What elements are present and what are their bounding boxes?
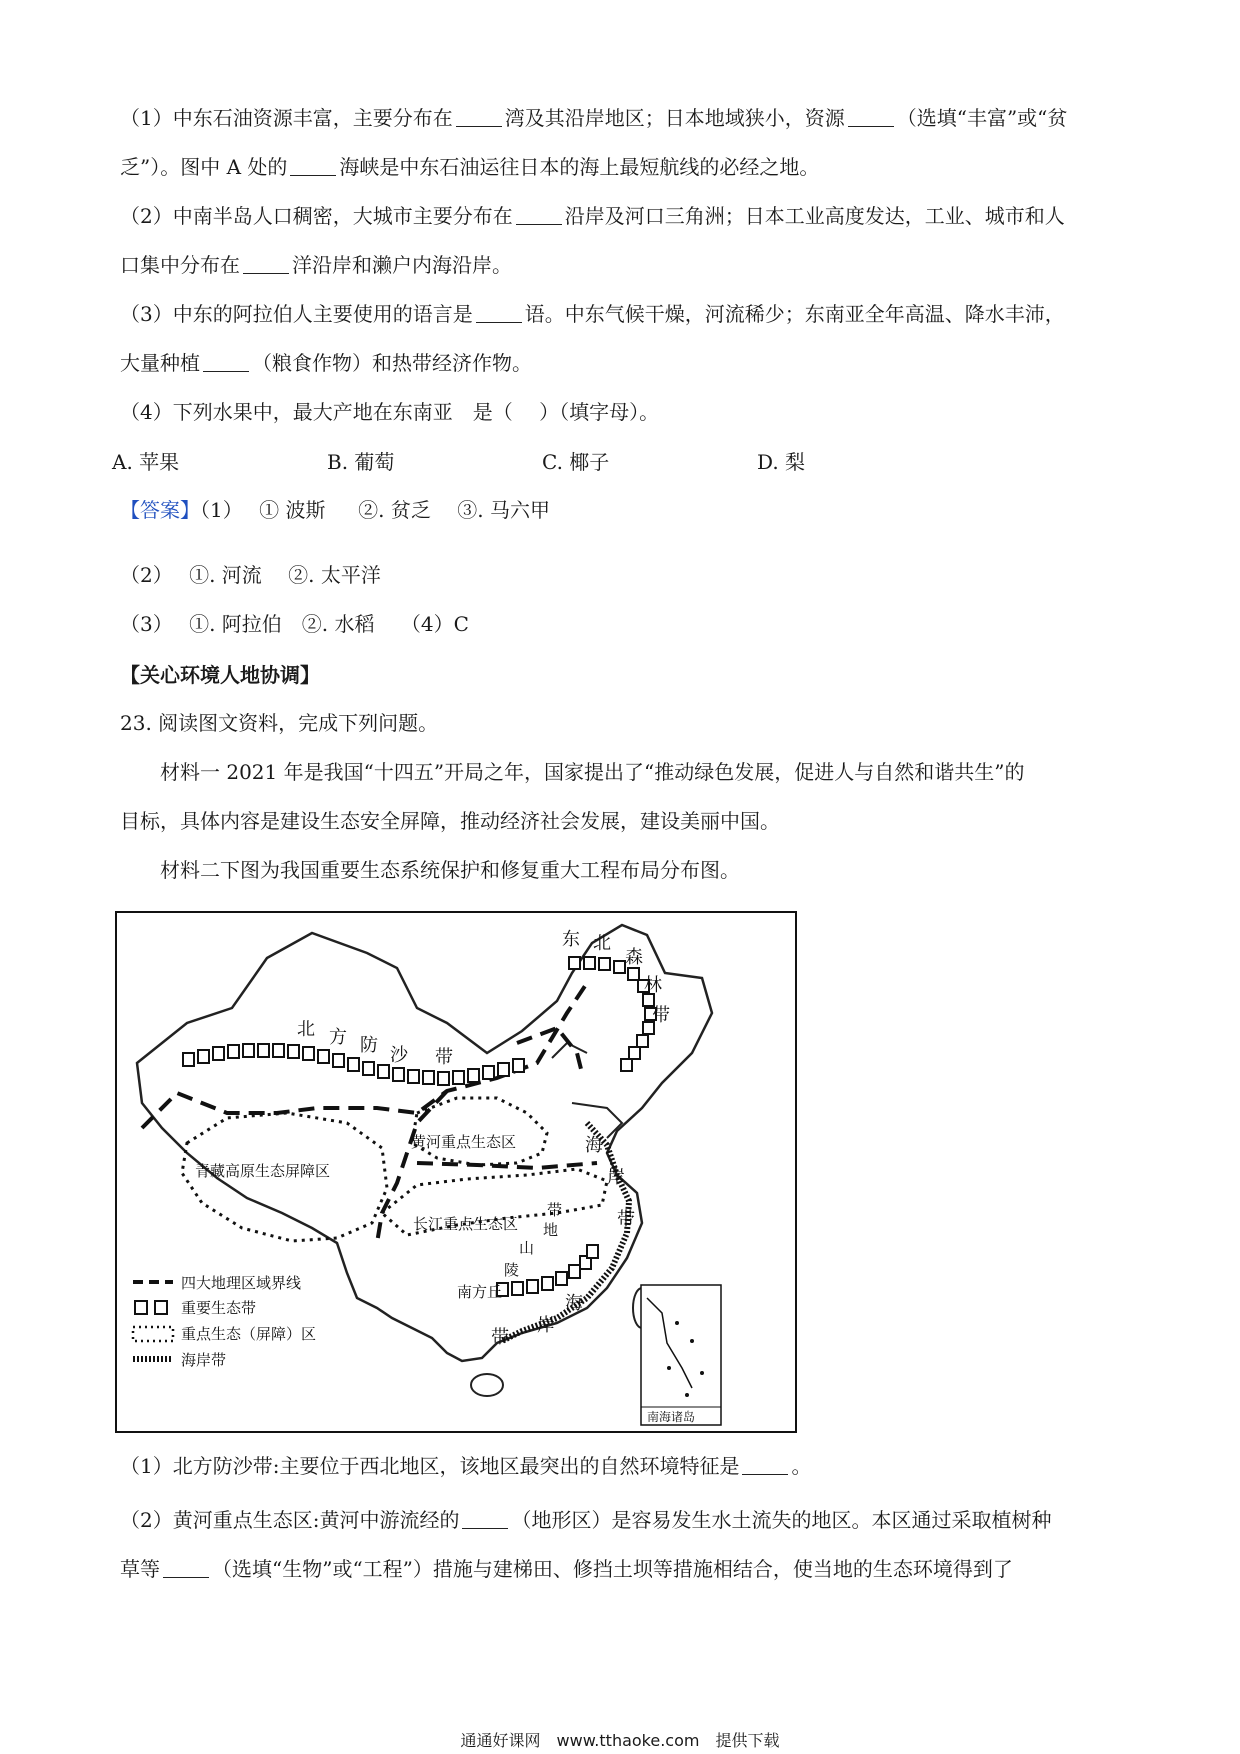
map-label-coast-south: 岸 — [537, 1315, 555, 1336]
map-label-south-belt: 南方丘 — [457, 1283, 503, 1301]
map-label-coast-south: 海 — [565, 1293, 583, 1314]
map-label-south-belt: 陵 — [504, 1261, 520, 1279]
map-label-north-belt: 方 — [329, 1027, 347, 1048]
map-label-south-belt: 山 — [519, 1239, 535, 1257]
answer-blank[interactable] — [462, 1510, 508, 1529]
option-c[interactable]: C. 椰子 — [542, 450, 610, 474]
ecology-map — [115, 911, 797, 1433]
q22-line-3: （2）中南半岛人口稠密，大城市主要分布在 沿岸及河口三角洲；日本工业高度发达，工业、城市和人 — [120, 204, 1065, 228]
northeast-forest-belt — [569, 957, 656, 1071]
map-label-coast-east: 海 — [585, 1135, 603, 1156]
map-label-north-belt: 沙 — [390, 1045, 408, 1066]
option-a[interactable]: A. 苹果 — [112, 450, 180, 474]
northern-sand-belt — [183, 1044, 524, 1085]
china-map-svg — [117, 913, 795, 1431]
map-label-yangtze: 长江重点生态区 — [413, 1215, 519, 1233]
map-label-coast-east: 岸 — [607, 1167, 625, 1188]
q22-line-7: （4）下列水果中，最大产地在东南亚 是（ ）（填字母）。 — [120, 400, 660, 424]
legend-label-eco-belt: 重要生态带 — [181, 1299, 257, 1317]
q22-line-1: （1）中东石油资源丰富，主要分布在 湾及其沿岸地区；日本地域狭小，资源 （选填“丰富”或“贫 — [120, 106, 1068, 130]
map-label-coast-south: 带 — [491, 1327, 509, 1348]
material-one-line-1: 材料一 2021 年是我国“十四五”开局之年，国家提出了“推动绿色发展，促进人与自然和谐共生”的 — [160, 760, 1025, 784]
options-row — [112, 446, 972, 475]
map-label-north-belt: 防 — [360, 1035, 378, 1056]
answer-blank[interactable] — [742, 1456, 788, 1475]
map-label-coast-east: 带 — [617, 1209, 635, 1230]
answer-blank[interactable] — [848, 108, 894, 127]
map-label-south-belt: 带 — [547, 1201, 563, 1219]
hainan-island — [471, 1374, 503, 1396]
map-label-northeast: 北 — [593, 933, 611, 954]
answer-line-1: 【答案】（1） ① 波斯 ②. 贫乏 ③. 马六甲 — [120, 498, 550, 522]
map-label-north-belt: 北 — [297, 1019, 315, 1040]
q23-stem: 23. 阅读图文资料，完成下列问题。 — [120, 711, 439, 735]
option-b[interactable]: B. 葡萄 — [327, 450, 395, 474]
answer-blank[interactable] — [163, 1559, 209, 1578]
legend-label-boundary: 四大地理区域界线 — [181, 1274, 302, 1292]
answer-blank[interactable] — [290, 157, 336, 176]
map-label-northeast: 林 — [644, 975, 662, 996]
q22-line-6: 大量种植 （粮食作物）和热带经济作物。 — [120, 351, 532, 375]
legend-label-eco-zone: 重点生态（屏障）区 — [181, 1325, 317, 1343]
answer-label: 【答案】 — [120, 498, 200, 522]
map-label-qinghai: 青藏高原生态屏障区 — [195, 1162, 331, 1180]
map-legend — [133, 1274, 316, 1369]
q22-line-5: （3）中东的阿拉伯人主要使用的语言是 语。中东气候干燥，河流稀少；东南亚全年高温、降水丰沛， — [120, 302, 1065, 326]
q23-sub-1: （1）北方防沙带:主要位于西北地区，该地区最突出的自然环境特征是 。 — [120, 1454, 812, 1478]
material-two: 材料二下图为我国重要生态系统保护和修复重大工程布局分布图。 — [160, 858, 740, 882]
map-label-south-belt: 地 — [543, 1221, 559, 1239]
answer-blank[interactable] — [243, 255, 289, 274]
answer-blank[interactable] — [456, 108, 502, 127]
south-sea-inset — [641, 1285, 721, 1425]
answer-blank[interactable] — [516, 206, 562, 225]
option-d[interactable]: D. 梨 — [757, 450, 806, 474]
q22-line-2: 乏”）。图中 A 处的 海峡是中东石油运往日本的海上最短航线的必经之地。 — [120, 155, 820, 179]
section-heading: 【关心环境人地协调】 — [120, 663, 320, 687]
inset-label: 南海诸岛 — [647, 1410, 696, 1424]
material-one-line-2: 目标，具体内容是建设生态安全屏障，推动经济社会发展，建设美丽中国。 — [120, 809, 780, 833]
answer-blank[interactable] — [203, 353, 249, 372]
legend-label-coast: 海岸带 — [181, 1351, 227, 1369]
q22-line-4: 口集中分布在 洋沿岸和濑户内海沿岸。 — [120, 253, 512, 277]
map-label-northeast: 森 — [625, 947, 643, 968]
q23-sub-3: 草等 （选填“生物”或“工程”）措施与建梯田、修挡土坝等措施相结合，使当地的生态环境得到了 — [120, 1557, 1013, 1581]
page-footer: 通通好课网 www.tthaoke.com 提供下载 — [460, 1731, 780, 1750]
yellow-river-zone — [412, 1098, 547, 1165]
answer-line-3: （3） ①. 阿拉伯 ②. 水稻 （4）C — [120, 612, 469, 636]
map-label-yellow-river: 黄河重点生态区 — [411, 1133, 517, 1151]
answer-line-2: （2） ①. 河流 ②. 太平洋 — [120, 563, 381, 587]
answer-blank[interactable] — [476, 304, 522, 323]
map-label-northeast: 带 — [652, 1005, 670, 1026]
q23-sub-2: （2）黄河重点生态区:黄河中游流经的 （地形区）是容易发生水土流失的地区。本区通过采取植树种 — [120, 1508, 1052, 1532]
map-label-northeast: 东 — [562, 929, 580, 950]
map-label-north-belt: 带 — [435, 1047, 453, 1068]
